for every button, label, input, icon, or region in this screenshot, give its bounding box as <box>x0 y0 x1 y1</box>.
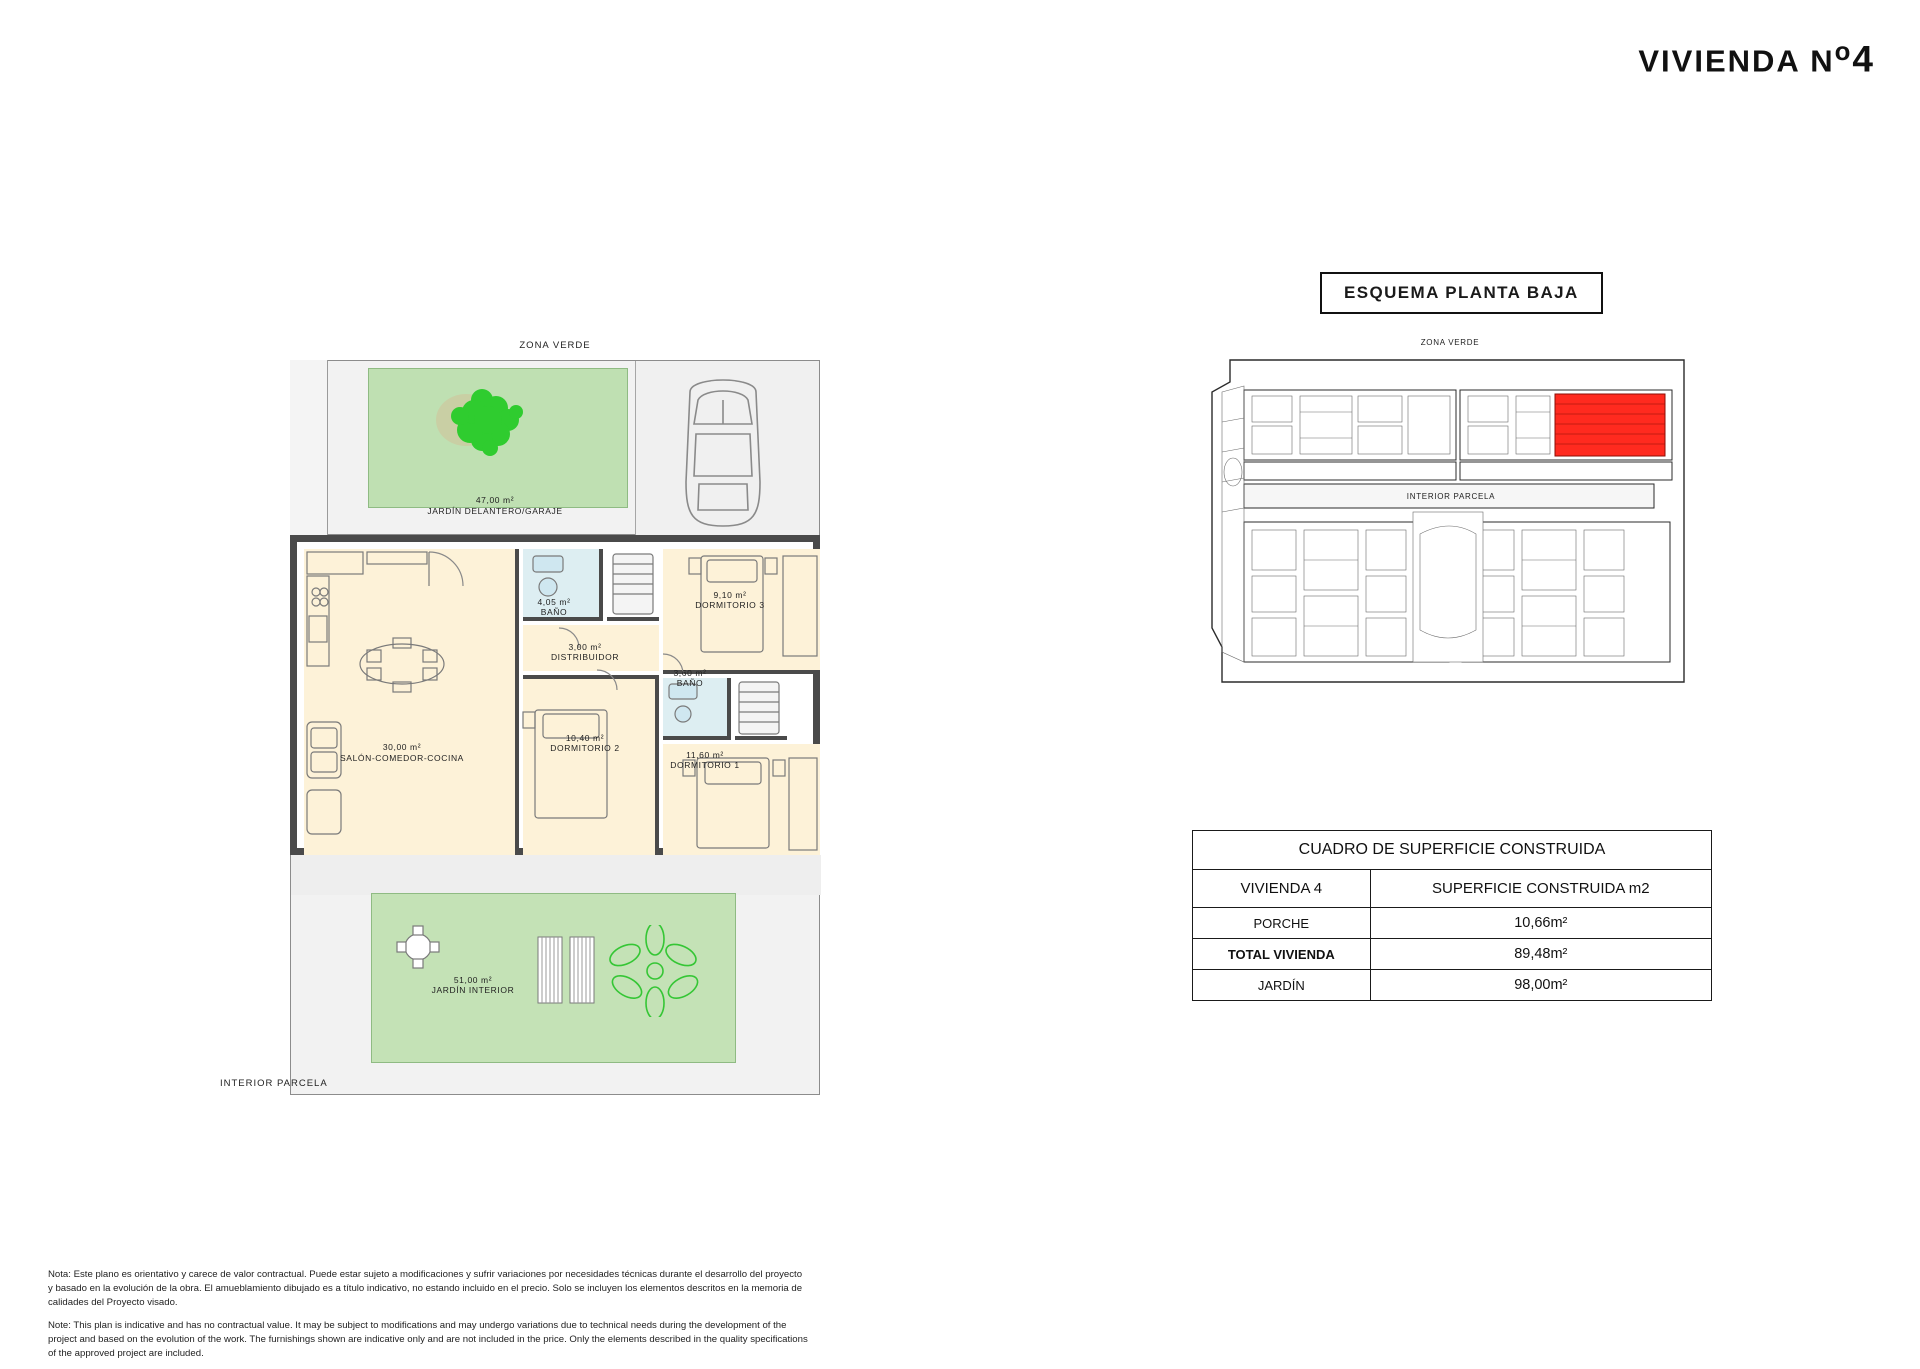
bath2-area: 3,60 m² <box>673 668 707 678</box>
house-outline <box>290 535 820 855</box>
table-row-title <box>1193 831 1712 870</box>
surface-row-total-label: TOTAL VIVIENDA <box>1193 939 1371 970</box>
surface-row-total-value: 89,48m² <box>1370 939 1711 970</box>
note-english: Note: This plan is indicative and has no contractual value. It may be subject to modifications and may undergo variations due to technical needs during the development of the project and based on the evolution of the work. The furnishings shown are indicative only and are not included in the price. Only the elements described in the quality specifications of the approved project are included. <box>48 1319 808 1359</box>
surface-table <box>1192 830 1712 1001</box>
surface-table-title: CUADRO DE SUPERFICIE CONSTRUIDA <box>1193 831 1712 870</box>
garden-table-icon <box>396 925 440 969</box>
dorm2-name: DORMITORIO 2 <box>550 743 620 753</box>
floor-plan <box>220 330 820 1160</box>
tree-icon <box>430 378 535 463</box>
front-garden-name: JARDÍN DELANTERO/GARAJE <box>427 506 563 516</box>
plant-icon <box>609 925 701 1017</box>
bath2-name: BAÑO <box>676 678 704 688</box>
salon-area: 30,00 m² <box>382 742 422 752</box>
garden-benches-icon <box>536 935 598 1005</box>
front-side-strip <box>290 360 328 535</box>
car-icon <box>668 364 778 534</box>
note-spanish: Nota: Este plano es orientativo y carece de valor contractual. Puede estar sujeto a modificaciones y sufrir variaciones por necesidades técnicas durante el desarrollo del proyecto y basado en la evolución de la obra. El amueblamiento dibujado es a título indicativo, no estando incluido en el precio. Solo se incluyen los elementos descritos en la memoria de calidades del Proyecto visado. <box>48 1269 803 1308</box>
esquema-planta-baja <box>1208 338 1692 689</box>
legal-notes <box>48 1268 808 1369</box>
distrib-name: DISTRIBUIDOR <box>550 652 620 662</box>
page-title-number: 4 <box>1852 38 1875 80</box>
table-row <box>1193 939 1712 970</box>
esquema-site-plan <box>1208 352 1692 689</box>
surface-row-porche-label: PORCHE <box>1193 908 1371 939</box>
bath1-area: 4,05 m² <box>537 597 571 607</box>
plan-label-zona-verde: ZONA VERDE <box>519 340 591 351</box>
surface-row-porche-value: 10,66m² <box>1370 908 1711 939</box>
esquema-interior-parcela-label: INTERIOR PARCELA <box>1406 492 1496 501</box>
surface-row-jardin-value: 98,00m² <box>1370 970 1711 1001</box>
front-garden-area: 47,00 m² <box>475 495 515 505</box>
salon-name: SALÓN-COMEDOR-COCINA <box>340 753 464 763</box>
dorm3-name: DORMITORIO 3 <box>695 600 765 610</box>
surface-row-jardin-label: JARDÍN <box>1193 970 1371 1001</box>
rear-garden-name: JARDÍN INTERIOR <box>431 985 515 995</box>
furniture-layer <box>297 542 827 862</box>
table-row <box>1193 970 1712 1001</box>
distrib-area: 3,00 m² <box>568 642 602 652</box>
dorm1-area: 11,60 m² <box>686 750 724 760</box>
page-title-sup: o <box>1834 38 1853 66</box>
rear-garden-area: 51,00 m² <box>453 975 493 985</box>
bath1-name: BAÑO <box>540 607 568 617</box>
dorm2-area: 10,40 m² <box>565 733 605 743</box>
dorm3-area: 9,10 m² <box>713 590 747 600</box>
dorm1-name: DORMITORIO 1 <box>670 760 740 770</box>
porch-zone <box>291 855 821 895</box>
esquema-zona-verde-label: ZONA VERDE <box>1420 338 1480 347</box>
page-title-prefix: VIVIENDA N <box>1638 43 1835 79</box>
plan-label-interior-parcela: INTERIOR PARCELA <box>220 1078 328 1089</box>
table-row <box>1193 908 1712 939</box>
table-row-headers <box>1193 870 1712 908</box>
rear-plot <box>290 855 820 1095</box>
surface-table-col2-header: SUPERFICIE CONSTRUIDA m2 <box>1370 870 1711 908</box>
page-title <box>1638 38 1875 80</box>
surface-table-col1-header: VIVIENDA 4 <box>1193 870 1371 908</box>
esquema-title: ESQUEMA PLANTA BAJA <box>1320 272 1603 314</box>
